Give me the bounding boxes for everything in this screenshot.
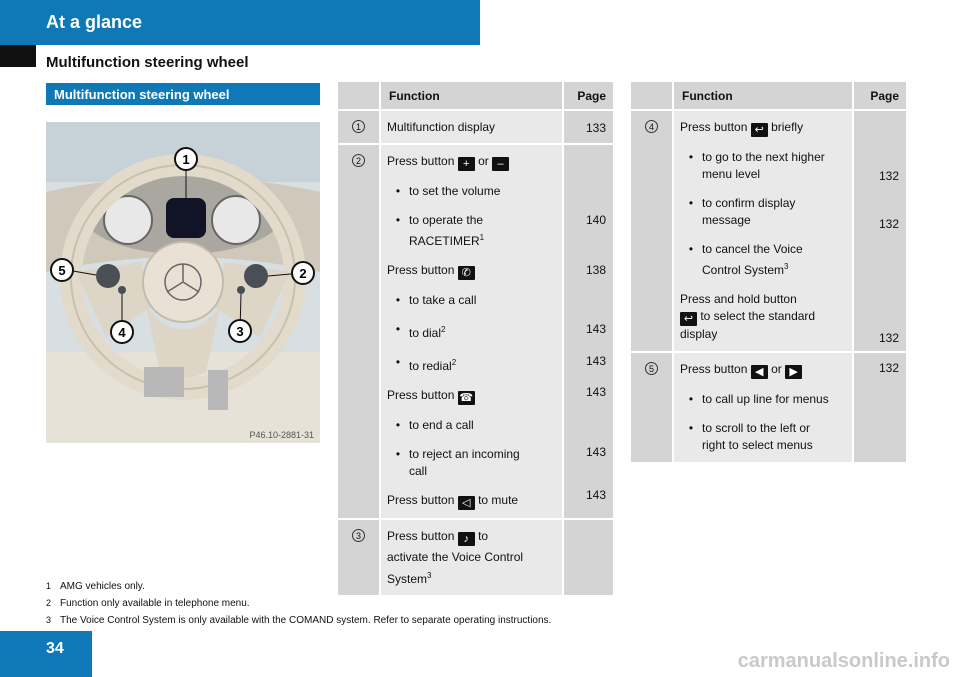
row-number: 5 — [645, 362, 658, 375]
footnotes: 1 AMG vehicles only. 2 Function only available in telephone menu. 3 The Voice Control System is only available with the COMAND system. Refer to separate operating instructions. — [46, 581, 552, 626]
steering-wheel-illustration — [46, 122, 320, 443]
table-row: 3 Press button ♪ to activate the Voice Control System$^3$ — [338, 519, 613, 596]
col-function-header: Function — [380, 82, 563, 110]
svg-text:4: 4 — [118, 325, 126, 340]
row-number: 2 — [352, 154, 365, 167]
table-row: 4 Press button ↩ briefly • to go to the next higher menu level • to confirm display message • to cancel the Voice Control System$^3$ Press and hold button ↩ to select the standard display 132 132 132 — [631, 110, 906, 352]
black-tab — [0, 45, 36, 67]
left-arrow-icon: ◀ — [751, 365, 768, 379]
col-page-header: Page — [563, 82, 613, 110]
page-number: 34 — [0, 631, 92, 677]
page-ref: 132 — [878, 169, 899, 183]
back-button-icon: ↩ — [680, 312, 697, 326]
col-function-header: Function — [673, 82, 853, 110]
table-row: 1 Multifunction display 133 — [338, 110, 613, 144]
callout-5 — [51, 259, 73, 281]
callout-1 — [175, 148, 197, 170]
page-ref: 140 — [585, 213, 606, 227]
figure-code: P46.10-2881-31 — [249, 430, 314, 440]
svg-text:1: 1 — [182, 152, 190, 167]
svg-text:5: 5 — [58, 263, 66, 278]
page-ref: 143 — [585, 322, 606, 336]
back-button-icon: ↩ — [751, 123, 768, 137]
row-number: 1 — [352, 120, 365, 133]
watermark: carmanualsonline.info — [737, 650, 950, 672]
svg-text:2: 2 — [299, 266, 307, 281]
row-number: 4 — [645, 120, 658, 133]
mute-icon: ◁ — [458, 496, 475, 510]
chapter-title: At a glance — [46, 12, 143, 32]
table-row: 2 Press button + or – • to set the volume • to operate the RACETIMER$^1$ Press button ✆ • to take a call • to dial$^2$ • to redial$^2$ Press button ☎ • to end a call • to reject an incoming call Press button ◁ to mute 140 138 143 143 143 143 143 — [338, 144, 613, 519]
table-row: 5 Press button ◀ or ▶ • to call up line for menus • to scroll to the left or right to select menus 132 — [631, 352, 906, 463]
page-ref: 143 — [585, 488, 606, 502]
right-arrow-icon: ▶ — [785, 365, 802, 379]
page-ref: 133 — [585, 121, 606, 135]
page-ref: 143 — [585, 354, 606, 368]
row-number: 3 — [352, 529, 365, 542]
callout-4 — [111, 321, 133, 343]
page-ref: 143 — [585, 385, 606, 399]
page-title: Multifunction steering wheel — [46, 54, 249, 71]
page-ref: 138 — [585, 263, 606, 277]
section-title: Multifunction steering wheel — [46, 83, 320, 105]
phone-accept-icon: ✆ — [458, 266, 475, 280]
page-ref: 143 — [585, 445, 606, 459]
voice-control-icon: ♪ — [458, 532, 475, 546]
callout-3 — [229, 320, 251, 342]
callout-2 — [292, 262, 314, 284]
plus-button-icon: + — [458, 157, 475, 171]
page-ref: 132 — [878, 361, 899, 375]
minus-button-icon: – — [492, 157, 509, 171]
col-page-header: Page — [853, 82, 906, 110]
page-ref: 132 — [878, 217, 899, 231]
svg-text:3: 3 — [236, 324, 244, 339]
function-table-right — [631, 82, 906, 464]
function-table-left — [338, 82, 613, 597]
phone-end-icon: ☎ — [459, 392, 474, 404]
page-ref: 132 — [878, 331, 899, 345]
